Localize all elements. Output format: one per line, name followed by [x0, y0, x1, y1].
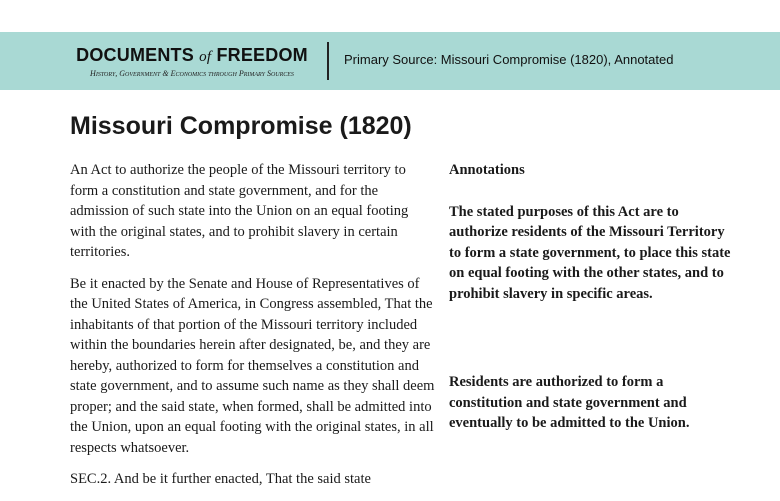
brand-title-start: DOCUMENTS	[76, 45, 194, 65]
brand-subtitle: History, Government & Economics through Primary Sources	[90, 69, 294, 78]
site-logo[interactable]	[72, 44, 312, 78]
source-label: Primary Source: Missouri Compromise (1820), Annotated	[344, 52, 674, 67]
annotation-note: The stated purposes of this Act are to authorize residents of the Missouri Territory to form a state government, to place this state on equal footing with the other states, and to prohibit slavery in specific areas.	[449, 203, 731, 302]
document-paragraph: Be it enacted by the Senate and House of Representatives of the United States of America, in Congress assembled, That the inhabitants of that portion of the Missouri territory included within the boundaries herein after designated, be, and they are hereby, authorized to form for themselves a constitution and state government, and to assume such name as they shall deem proper; and the said state, when formed, shall be admitted into the Union, upon an equal footing with the original states, in all respects whatsoever.	[70, 275, 435, 456]
document-paragraph: SEC.2. And be it further enacted, That the said state	[70, 471, 371, 487]
document-paragraph: An Act to authorize the people of the Missouri territory to form a constitution and state government, and for the admission of such state into the Union on an equal footing with the original states, and to prohibit slavery in certain territories.	[70, 162, 409, 260]
document-text	[70, 160, 435, 501]
annotations-heading: Annotations	[449, 162, 525, 178]
annotations-column	[449, 160, 739, 431]
page-title: Missouri Compromise (1820)	[70, 112, 412, 140]
site-header	[0, 32, 780, 90]
header-divider	[327, 42, 329, 80]
annotation-note: Residents are authorized to form a constitution and state government and eventually to be admitted to the Union.	[449, 374, 690, 431]
brand-title	[72, 44, 312, 68]
brand-title-of: of	[199, 49, 212, 65]
brand-title-end: FREEDOM	[216, 45, 308, 65]
